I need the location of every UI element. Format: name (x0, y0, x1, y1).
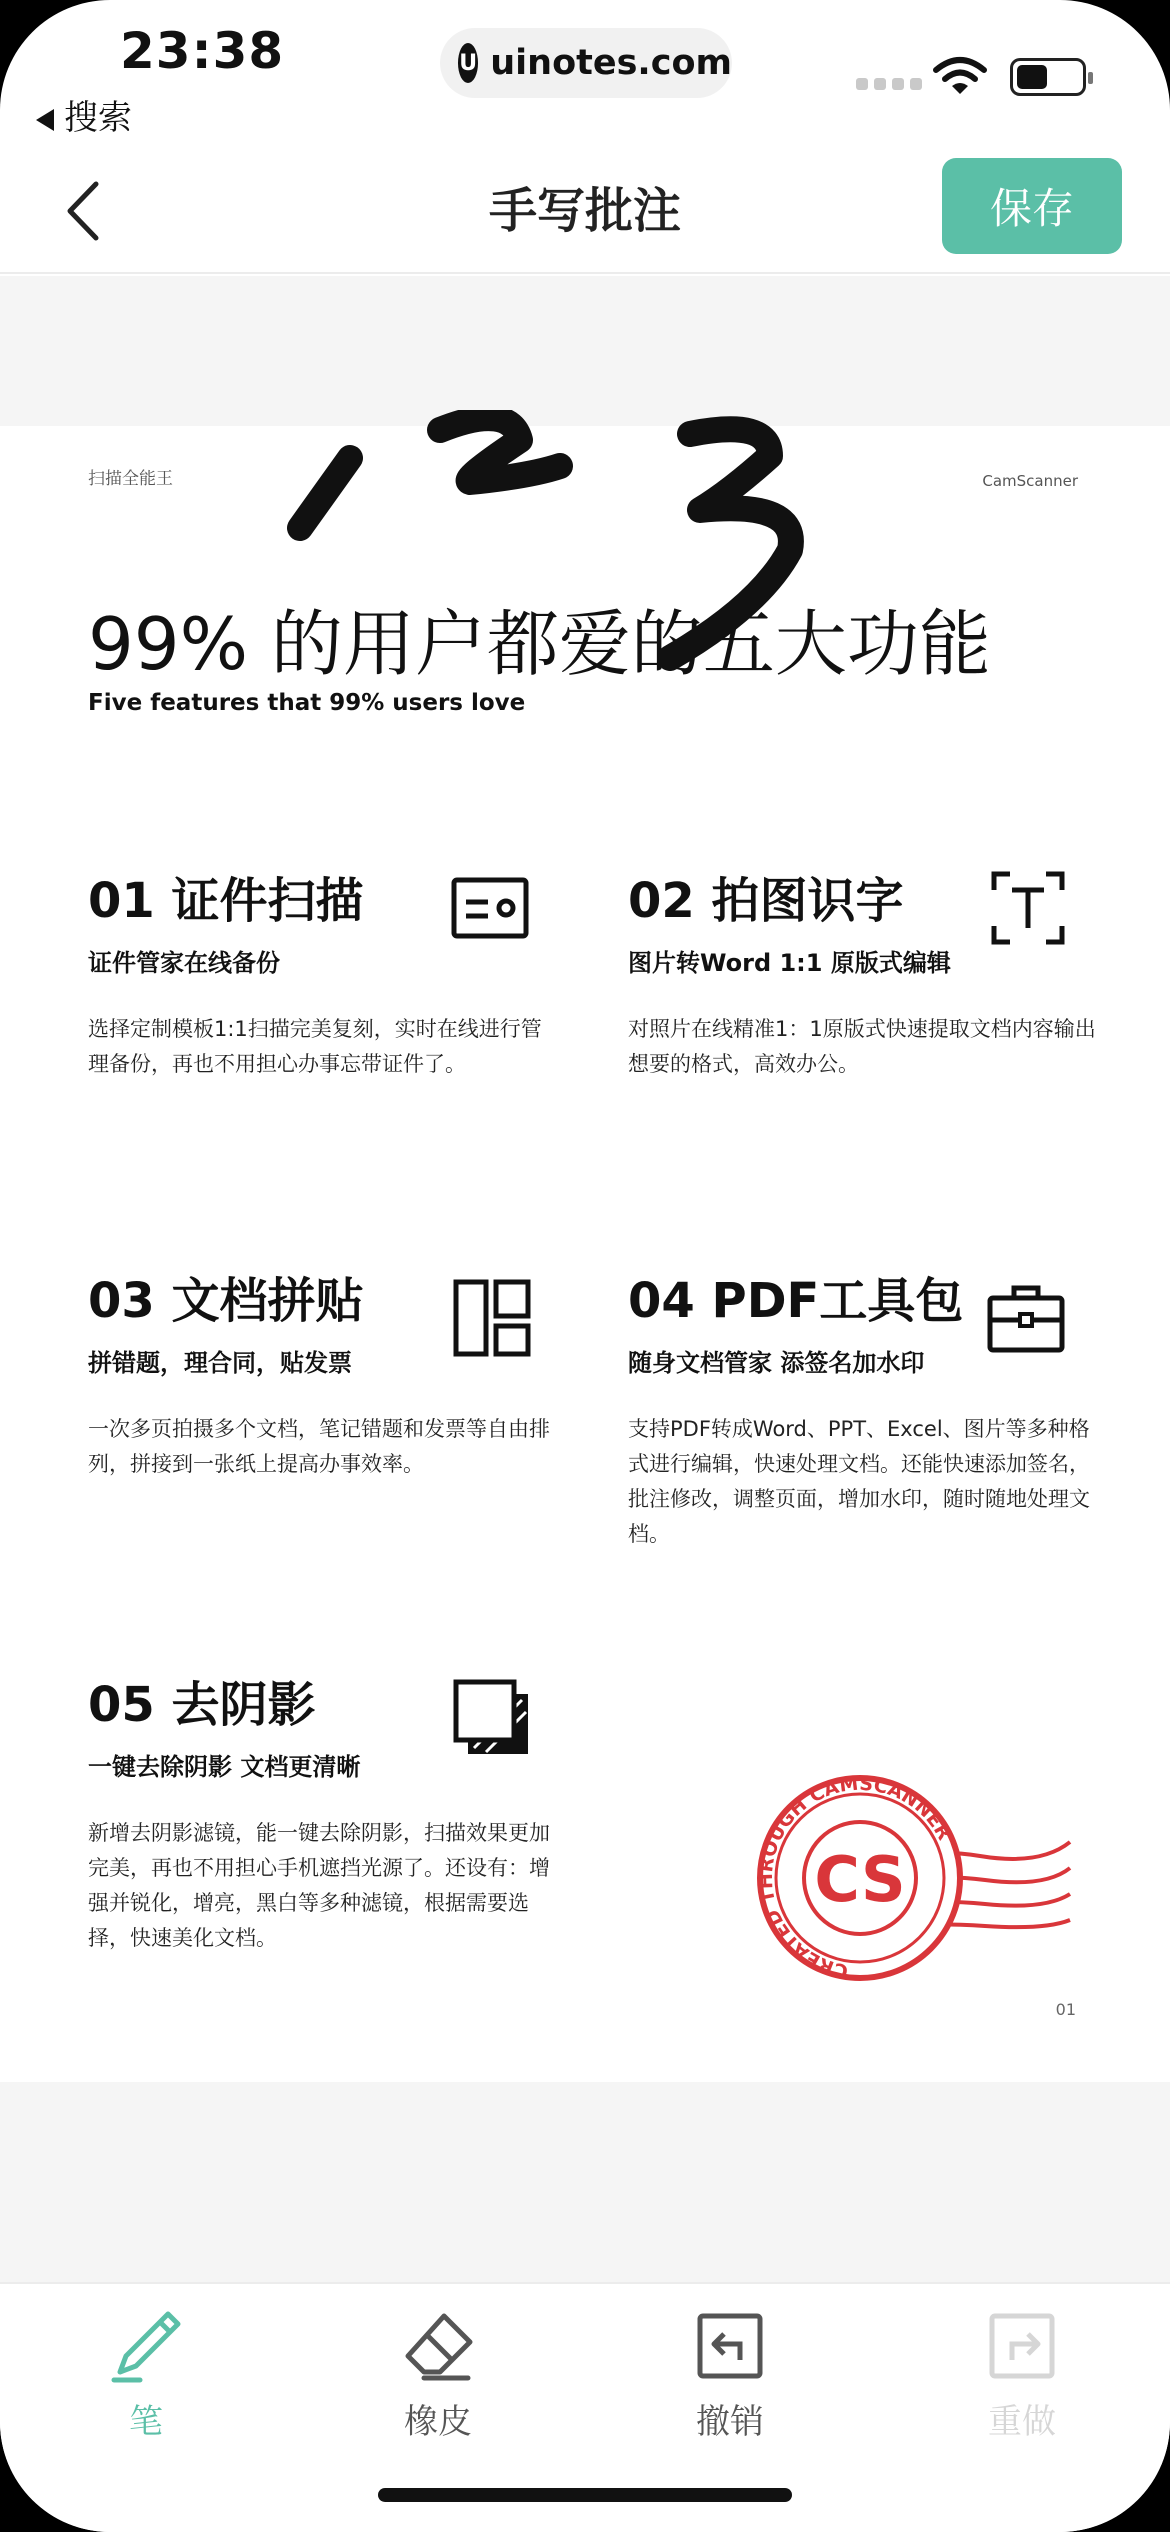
feature-subtitle: 图片转Word 1:1 原版式编辑 (628, 949, 951, 977)
redo-button[interactable] (942, 2306, 1102, 2443)
stamp-text: CREATED THROUGH CAMSCANNER (754, 1772, 956, 1983)
redo-icon (982, 2306, 1062, 2386)
battery-icon (1010, 58, 1086, 96)
tool-label: 笔 (129, 2402, 163, 2442)
pen-tool-button[interactable] (66, 2306, 226, 2443)
url-pill[interactable] (440, 28, 732, 98)
home-indicator[interactable] (378, 2488, 792, 2502)
doc-brand-right: CamScanner (982, 472, 1078, 490)
feature-subtitle: 证件管家在线备份 (88, 949, 280, 977)
back-app-label: 搜索 (64, 98, 132, 138)
cellular-signal-icon (856, 78, 922, 90)
feature-subtitle: 一键去除阴影 文档更清晰 (88, 1753, 361, 1781)
feature-desc: 一次多页拍摄多个文档，笔记错题和发票等自由排列，拼接到一张纸上提高办事效率。 (88, 1417, 550, 1476)
feature-desc: 选择定制模板1:1扫描完美复刻，实时在线进行管理备份，再也不用担心办事忘带证件了。 (88, 1017, 542, 1076)
site-logo-icon: U (458, 43, 478, 83)
doc-subtitle: Five features that 99% users love (88, 690, 526, 716)
feature-desc: 对照片在线精准1：1原版式快速提取文档内容输出想要的格式，高效办公。 (628, 1017, 1096, 1076)
undo-button[interactable] (650, 2306, 810, 2443)
url-text: uinotes.com (490, 43, 732, 83)
feature-title: 01 证件扫描 (88, 873, 364, 929)
stamp-center: CS (814, 1843, 906, 1916)
tool-label: 重做 (988, 2402, 1056, 2442)
eraser-tool-button[interactable] (358, 2306, 518, 2443)
page-number: 01 (1055, 2000, 1076, 2019)
feature-subtitle: 拼错题，理合同，贴发票 (88, 1349, 352, 1377)
undo-icon (690, 2306, 770, 2386)
feature-title: 04 PDF工具包 (628, 1273, 964, 1329)
feature-title: 02 拍图识字 (628, 873, 904, 929)
pen-icon (106, 2306, 186, 2386)
tool-label: 撤销 (696, 2402, 764, 2442)
tool-label: 橡皮 (404, 2402, 472, 2442)
doc-brand-left: 扫描全能王 (88, 469, 173, 489)
shadow-removal-icon (450, 1676, 534, 1760)
text-recognition-icon (986, 866, 1070, 950)
wifi-icon (932, 56, 988, 98)
document-page[interactable] (0, 426, 1170, 2082)
camscanner-stamp (740, 1756, 1080, 1996)
id-card-icon (448, 866, 532, 950)
save-button[interactable]: 保存 (942, 158, 1122, 254)
toolbox-icon (984, 1276, 1068, 1360)
status-time: 23:38 (120, 22, 285, 80)
feature-title: 03 文档拼贴 (88, 1273, 364, 1329)
nav-bar (0, 150, 1170, 274)
back-triangle-icon (36, 109, 54, 131)
doc-title: 99% 的用户都爱的五大功能 (88, 602, 991, 686)
feature-title: 05 去阴影 (88, 1677, 316, 1733)
feature-desc: 新增去阴影滤镜，能一键去除阴影，扫描效果更加完美，再也不用担心手机遮挡光源了。还设有：增强并锐化，增亮，黑白等多种滤镜，根据需要选择，快速美化文档。 (88, 1821, 550, 1950)
page-title: 手写批注 (488, 183, 681, 239)
eraser-icon (398, 2306, 478, 2386)
back-to-app-link[interactable] (36, 90, 132, 139)
collage-layout-icon (450, 1276, 534, 1360)
feature-subtitle: 随身文档管家 添签名加水印 (628, 1349, 925, 1377)
feature-desc: 支持PDF转成Word、PPT、Excel、图片等多种格式进行编辑，快速处理文档。还能快速添加签名，批注修改，调整页面，增加水印，随时随地处理文档。 (628, 1417, 1090, 1546)
